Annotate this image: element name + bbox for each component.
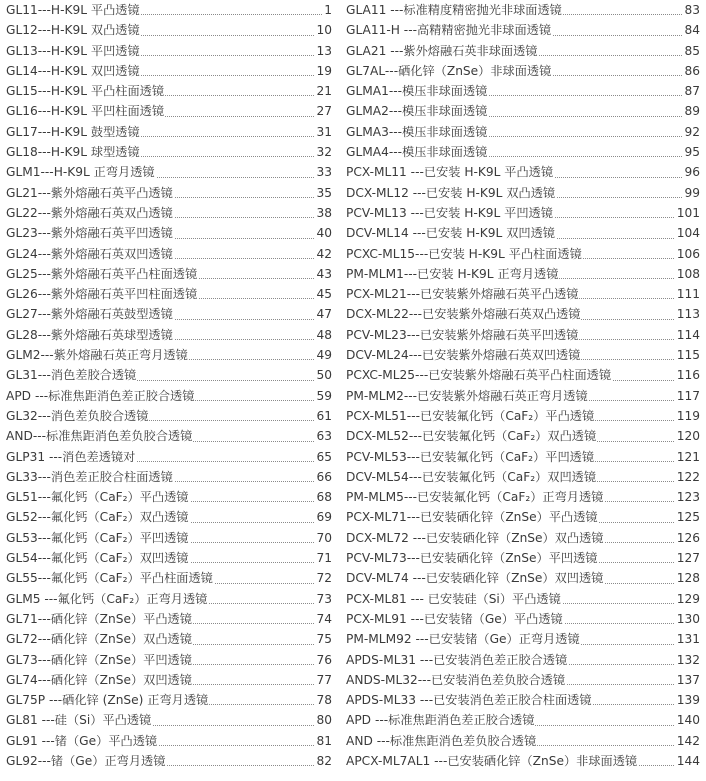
toc-entry[interactable]	[6, 528, 332, 548]
toc-entry-title: GL31---消色差胶合透镜	[6, 368, 137, 383]
toc-entry-page-number: 19	[314, 61, 332, 81]
toc-entry-page-number: 142	[675, 731, 700, 751]
toc-entry-title: GL27---紫外熔融石英鼓型透镜	[6, 307, 173, 322]
toc-entry-title: PCX-ML51---已安装氟化钙（CaF₂）平凸透镜	[346, 408, 595, 423]
toc-entry-title: GLM1---H-K9L 正弯月透镜	[6, 165, 155, 180]
toc-entry-title: GL51---氟化钙（CaF₂）平凸透镜	[6, 490, 189, 505]
toc-entry-page-number: 121	[675, 447, 700, 467]
toc-entry[interactable]	[346, 751, 700, 771]
toc-entry-title: GL26---紫外熔融石英平凹柱面透镜	[6, 287, 198, 302]
toc-entry[interactable]	[346, 670, 700, 690]
toc-entry-title: GL74---硒化锌（ZnSe）双凹透镜	[6, 672, 192, 687]
toc-entry-page-number: 116	[675, 365, 700, 385]
toc-entry-page-number: 82	[314, 751, 332, 771]
toc-entry[interactable]	[6, 183, 332, 203]
toc-entry-title: PM-MLM92 ---已安装锗（Ge）正弯月透镜	[346, 632, 580, 647]
toc-entry-title: ANDS-ML32---已安装消色差负胶合透镜	[346, 672, 566, 687]
toc-entry-title: APCX-ML7AL1 ---已安装硒化锌（ZnSe）非球面透镜	[346, 753, 638, 768]
toc-entry-title: GL15---H-K9L 平凸柱面透镜	[6, 84, 165, 99]
toc-entry[interactable]	[346, 386, 700, 406]
toc-entry-page-number: 111	[675, 284, 700, 304]
toc-entry-page-number: 115	[675, 345, 700, 365]
toc-entry-page-number: 69	[314, 507, 332, 527]
toc-entry-page-number: 122	[675, 467, 700, 487]
toc-entry-title: GL11---H-K9L 平凸透镜	[6, 3, 140, 17]
toc-entry[interactable]	[6, 162, 332, 182]
toc-entry-page-number: 84	[682, 20, 700, 40]
toc-entry-title: GL25---紫外熔融石英平凸柱面透镜	[6, 266, 198, 281]
toc-entry-page-number: 59	[314, 386, 332, 406]
toc-entry[interactable]	[6, 244, 332, 264]
toc-entry[interactable]	[346, 629, 700, 649]
toc-entry-title: GL22---紫外熔融石英双凸透镜	[6, 205, 173, 220]
toc-entry[interactable]	[6, 710, 332, 730]
toc-entry-title: GL21---紫外熔融石英平凸透镜	[6, 185, 173, 200]
toc-entry-page-number: 83	[682, 0, 700, 20]
toc-entry-title: GL28---紫外熔融石英球型透镜	[6, 327, 173, 342]
toc-entry[interactable]	[6, 365, 332, 385]
toc-entry-page-number: 50	[314, 365, 332, 385]
toc-entry-page-number: 86	[682, 61, 700, 81]
toc-entry-title: GLA11 ---标准精度精密抛光非球面透镜	[346, 3, 562, 17]
toc-entry-title: GL75P ---硒化锌 (ZnSe) 正弯月透镜	[6, 693, 209, 708]
toc-entry-title: GLP31 ---消色差透镜对	[6, 449, 136, 464]
toc-entry-page-number: 132	[675, 650, 700, 670]
toc-entry[interactable]	[6, 426, 332, 446]
toc-entry-title: PCX-ML21---已安装紫外熔融石英平凸透镜	[346, 287, 579, 302]
toc-entry[interactable]	[346, 203, 700, 223]
toc-entry[interactable]	[6, 568, 332, 588]
toc-entry-title: DCV-ML74 ---已安装硒化锌（ZnSe）双凹透镜	[346, 571, 604, 586]
toc-entry-title: GLA11-H ---高精精密抛光非球面透镜	[346, 23, 552, 38]
toc-entry[interactable]	[346, 0, 700, 20]
toc-entry-title: DCX-ML52---已安装氟化钙（CaF₂）双凸透镜	[346, 429, 597, 444]
toc-entry-title: GLM2---紫外熔融石英正弯月透镜	[6, 348, 188, 363]
toc-entry-title: DCV-ML24---已安装紫外熔融石英双凹透镜	[346, 348, 581, 363]
toc-entry-page-number: 113	[675, 304, 700, 324]
toc-entry[interactable]	[346, 244, 700, 264]
toc-entry-page-number: 130	[675, 609, 700, 629]
toc-entry-title: GL72---硒化锌（ZnSe）双凸透镜	[6, 632, 192, 647]
toc-entry-title: PCX-ML81 --- 已安装硅（Si）平凸透镜	[346, 591, 561, 606]
toc-entry[interactable]	[346, 264, 700, 284]
toc-entry-title: GL14---H-K9L 双凹透镜	[6, 63, 140, 78]
toc-entry[interactable]	[6, 122, 332, 142]
toc-entry[interactable]	[6, 0, 332, 20]
toc-entry-title: GL23---紫外熔融石英平凹透镜	[6, 226, 173, 241]
toc-entry-page-number: 63	[314, 426, 332, 446]
toc-entry-page-number: 87	[682, 81, 700, 101]
toc-entry[interactable]	[346, 183, 700, 203]
toc-entry-page-number: 119	[675, 406, 700, 426]
toc-entry[interactable]	[346, 548, 700, 568]
toc-entry-title: PM-MLM2---已安装紫外熔融石英正弯月透镜	[346, 388, 588, 403]
toc-entry[interactable]	[346, 507, 700, 527]
toc-entry[interactable]	[6, 406, 332, 426]
toc-entry[interactable]	[346, 325, 700, 345]
toc-entry-page-number: 95	[682, 142, 700, 162]
toc-entry[interactable]	[6, 629, 332, 649]
toc-entry-page-number: 72	[314, 568, 332, 588]
toc-entry-page-number: 76	[314, 650, 332, 670]
toc-entry[interactable]	[6, 386, 332, 406]
toc-entry[interactable]	[346, 304, 700, 324]
toc-entry[interactable]	[6, 345, 332, 365]
toc-entry[interactable]	[6, 81, 332, 101]
toc-entry-title: PCXC-ML25---已安装紫外熔融石英平凸柱面透镜	[346, 368, 612, 383]
toc-entry-page-number: 123	[675, 487, 700, 507]
toc-entry[interactable]	[6, 61, 332, 81]
toc-entry-title: PM-MLM1---已安装 H-K9L 正弯月透镜	[346, 266, 559, 281]
toc-entry-page-number: 140	[675, 710, 700, 730]
toc-entry[interactable]	[346, 345, 700, 365]
toc-entry-title: GL17---H-K9L 鼓型透镜	[6, 124, 140, 139]
toc-entry-title: GL18---H-K9L 球型透镜	[6, 145, 140, 160]
toc-entry-page-number: 101	[675, 203, 700, 223]
toc-entry[interactable]	[6, 447, 332, 467]
toc-entry-title: PCX-ML91 ---已安装锗（Ge）平凸透镜	[346, 611, 563, 626]
toc-entry[interactable]	[346, 20, 700, 40]
toc-entry-page-number: 33	[314, 162, 332, 182]
toc-entry-title: APDS-ML33 ---已安装消色差正胶合柱面透镜	[346, 693, 592, 708]
toc-entry-page-number: 106	[675, 244, 700, 264]
toc-entry-title: APD ---标准焦距消色差正胶合透镜	[346, 713, 535, 728]
toc-entry-page-number: 114	[675, 325, 700, 345]
toc-entry-title: GLA21 ---紫外熔融石英非球面透镜	[346, 43, 538, 58]
toc-entry[interactable]	[346, 142, 700, 162]
toc-entry-page-number: 40	[314, 223, 332, 243]
toc-entry-title: GLM5 ---氟化钙（CaF₂）正弯月透镜	[6, 591, 208, 606]
toc-entry-title: GL54---氟化钙（CaF₂）双凹透镜	[6, 551, 189, 566]
toc-entry[interactable]	[6, 41, 332, 61]
toc-entry-page-number: 104	[675, 223, 700, 243]
toc-entry-title: GL55---氟化钙（CaF₂）平凸柱面透镜	[6, 571, 213, 586]
toc-entry-page-number: 85	[682, 41, 700, 61]
toc-entry-title: GL13---H-K9L 平凹透镜	[6, 43, 140, 58]
toc-entry[interactable]	[346, 589, 700, 609]
toc-entry[interactable]	[346, 223, 700, 243]
toc-entry-page-number: 80	[314, 710, 332, 730]
toc-entry[interactable]	[6, 101, 332, 121]
toc-left-column	[6, 0, 332, 771]
toc-entry-page-number: 99	[682, 183, 700, 203]
toc-entry-page-number: 77	[314, 670, 332, 690]
toc-entry-title: PM-MLM5---已安装氟化钙（CaF₂）正弯月透镜	[346, 490, 604, 505]
toc-entry-title: PCV-ML53---已安装氟化钙（CaF₂）平凹透镜	[346, 449, 595, 464]
toc-entry[interactable]	[346, 650, 700, 670]
toc-entry-page-number: 45	[314, 284, 332, 304]
toc-entry-title: GLMA2---模压非球面透镜	[346, 104, 488, 119]
toc-entry-page-number: 129	[675, 589, 700, 609]
toc-entry-page-number: 21	[314, 81, 332, 101]
toc-entry[interactable]	[346, 710, 700, 730]
toc-entry-title: GL92---锗（Ge）正弯月透镜	[6, 753, 166, 768]
toc-entry[interactable]	[346, 487, 700, 507]
toc-entry[interactable]	[346, 101, 700, 121]
toc-entry[interactable]	[6, 650, 332, 670]
toc-entry-title: GL12---H-K9L 双凸透镜	[6, 23, 140, 38]
toc-entry-page-number: 42	[314, 244, 332, 264]
toc-entry-title: PCX-ML71---已安装硒化锌（ZnSe）平凸透镜	[346, 510, 598, 525]
toc-entry-title: GLMA4---模压非球面透镜	[346, 145, 488, 160]
toc-entry-page-number: 1	[322, 0, 332, 20]
toc-entry[interactable]	[6, 548, 332, 568]
toc-entry-page-number: 125	[675, 507, 700, 527]
toc-entry-page-number: 120	[675, 426, 700, 446]
toc-entry-title: DCV-ML14 ---已安装 H-K9L 双凹透镜	[346, 226, 555, 241]
toc-entry-page-number: 49	[314, 345, 332, 365]
toc-entry[interactable]	[6, 284, 332, 304]
toc-entry-title: DCV-ML54---已安装氟化钙（CaF₂）双凹透镜	[346, 469, 597, 484]
toc-entry-title: PCV-ML23---已安装紫外熔融石英平凹透镜	[346, 327, 579, 342]
toc-entry-title: PCV-ML13 ---已安装 H-K9L 平凹透镜	[346, 205, 553, 220]
toc-entry-title: PCV-ML73---已安装硒化锌（ZnSe）平凹透镜	[346, 551, 598, 566]
toc-entry-title: GL53---氟化钙（CaF₂）平凹透镜	[6, 530, 189, 545]
toc-entry-page-number: 73	[314, 589, 332, 609]
toc-entry[interactable]	[6, 507, 332, 527]
toc-entry-title: DCX-ML12 ---已安装 H-K9L 双凸透镜	[346, 185, 556, 200]
toc-entry[interactable]	[6, 609, 332, 629]
toc-entry-page-number: 47	[314, 304, 332, 324]
toc-entry-title: GL52---氟化钙（CaF₂）双凸透镜	[6, 510, 189, 525]
toc-entry-page-number: 71	[314, 548, 332, 568]
toc-entry-title: PCXC-ML15---已安装 H-K9L 平凸柱面透镜	[346, 246, 582, 261]
toc-entry[interactable]	[6, 20, 332, 40]
toc-entry[interactable]	[6, 670, 332, 690]
toc-entry-title: APD ---标准焦距消色差正胶合透镜	[6, 388, 195, 403]
toc-entry[interactable]	[346, 41, 700, 61]
toc-entry[interactable]	[346, 731, 700, 751]
toc-entry-page-number: 126	[675, 528, 700, 548]
toc-entry-page-number: 75	[314, 629, 332, 649]
toc-entry[interactable]	[6, 731, 332, 751]
toc-entry-title: AND---标准焦距消色差负胶合透镜	[6, 429, 193, 444]
toc-entry[interactable]	[346, 284, 700, 304]
toc-entry-page-number: 78	[314, 690, 332, 710]
toc-entry-page-number: 48	[314, 325, 332, 345]
toc-entry[interactable]	[6, 690, 332, 710]
toc-entry[interactable]	[346, 528, 700, 548]
toc-entry[interactable]	[346, 467, 700, 487]
toc-entry-title: GL91 ---锗（Ge）平凸透镜	[6, 733, 158, 748]
toc-entry-page-number: 68	[314, 487, 332, 507]
toc-entry-page-number: 31	[314, 122, 332, 142]
toc-entry-title: DCX-ML72 ---已安装硒化锌（ZnSe）双凸透镜	[346, 530, 604, 545]
toc-entry-page-number: 81	[314, 731, 332, 751]
toc-entry-page-number: 137	[675, 670, 700, 690]
toc-entry-page-number: 43	[314, 264, 332, 284]
toc-entry-page-number: 35	[314, 183, 332, 203]
toc-entry[interactable]	[6, 487, 332, 507]
toc-entry-page-number: 89	[682, 101, 700, 121]
toc-entry-title: PCX-ML11 ---已安装 H-K9L 平凸透镜	[346, 165, 554, 180]
toc-entry-title: AND ---标准焦距消色差负胶合透镜	[346, 733, 537, 748]
toc-entry-title: GL24---紫外熔融石英双凹透镜	[6, 246, 173, 261]
toc-entry-page-number: 128	[675, 568, 700, 588]
toc-entry-page-number: 127	[675, 548, 700, 568]
toc-entry-title: GL81 ---硅（Si）平凸透镜	[6, 713, 152, 728]
toc-entry-page-number: 117	[675, 386, 700, 406]
toc-entry-title: GL33---消色差正胶合柱面透镜	[6, 469, 173, 484]
toc-entry[interactable]	[6, 304, 332, 324]
toc-entry[interactable]	[346, 61, 700, 81]
toc-entry[interactable]	[346, 690, 700, 710]
toc-entry-page-number: 131	[675, 629, 700, 649]
toc-entry[interactable]	[6, 203, 332, 223]
toc-entry-page-number: 66	[314, 467, 332, 487]
toc-entry[interactable]	[346, 568, 700, 588]
toc-entry-title: DCX-ML22---已安装紫外熔融石英双凸透镜	[346, 307, 581, 322]
toc-entry-page-number: 139	[675, 690, 700, 710]
toc-entry-title: GL7AL---硒化锌（ZnSe）非球面透镜	[346, 63, 552, 78]
toc-entry-title: GLMA1---模压非球面透镜	[346, 84, 488, 99]
toc-entry-page-number: 65	[314, 447, 332, 467]
toc-entry-title: APDS-ML31 ---已安装消色差正胶合透镜	[346, 652, 568, 667]
toc-entry[interactable]	[6, 142, 332, 162]
toc-entry-page-number: 92	[682, 122, 700, 142]
toc-entry[interactable]	[6, 325, 332, 345]
toc-entry-page-number: 96	[682, 162, 700, 182]
toc-entry-page-number: 13	[314, 41, 332, 61]
toc-entry-title: GL71---硒化锌（ZnSe）平凸透镜	[6, 611, 192, 626]
toc-entry-title: GL16---H-K9L 平凹柱面透镜	[6, 104, 165, 119]
toc-entry[interactable]	[346, 406, 700, 426]
toc-entry-page-number: 32	[314, 142, 332, 162]
toc-entry-page-number: 74	[314, 609, 332, 629]
toc-entry[interactable]	[346, 426, 700, 446]
toc-entry-page-number: 70	[314, 528, 332, 548]
toc-entry-title: GL32---消色差负胶合透镜	[6, 408, 149, 423]
toc-entry[interactable]	[6, 264, 332, 284]
toc-entry[interactable]	[346, 609, 700, 629]
toc-entry[interactable]	[346, 122, 700, 142]
toc-entry-page-number: 108	[675, 264, 700, 284]
toc-entry-title: GL73---硒化锌（ZnSe）平凹透镜	[6, 652, 192, 667]
toc-entry[interactable]	[346, 365, 700, 385]
toc-entry[interactable]	[346, 81, 700, 101]
toc-entry[interactable]	[346, 162, 700, 182]
toc-right-column	[346, 0, 700, 771]
toc-entry-page-number: 38	[314, 203, 332, 223]
toc-entry[interactable]	[6, 467, 332, 487]
toc-entry[interactable]	[6, 751, 332, 771]
toc-entry-page-number: 144	[675, 751, 700, 771]
toc-entry-title: GLMA3---模压非球面透镜	[346, 124, 488, 139]
toc-entry-page-number: 10	[314, 20, 332, 40]
toc-entry[interactable]	[6, 589, 332, 609]
toc-entry[interactable]	[346, 447, 700, 467]
toc-entry[interactable]	[6, 223, 332, 243]
toc-entry-page-number: 27	[314, 101, 332, 121]
toc-entry-page-number: 61	[314, 406, 332, 426]
